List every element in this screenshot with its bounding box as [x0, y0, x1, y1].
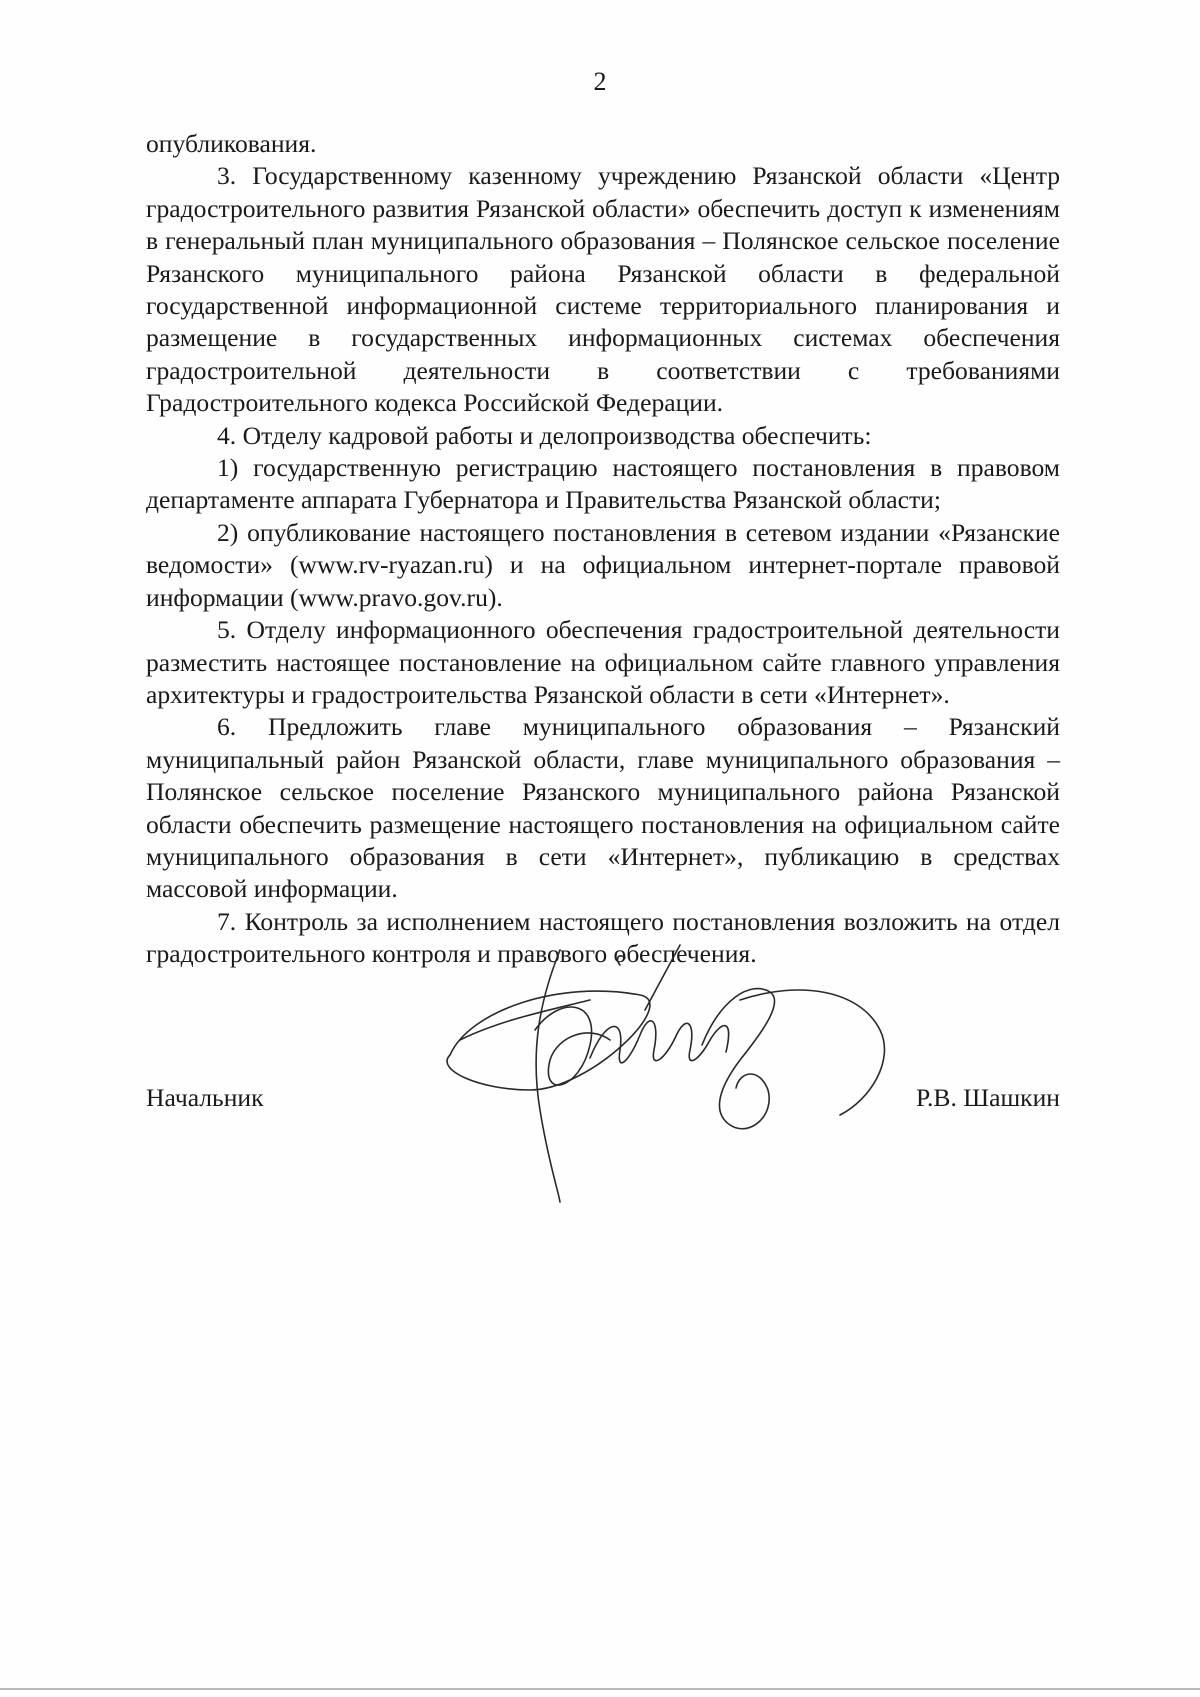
signatory-name: Р.В. Шашкин — [915, 1083, 1060, 1112]
page-number: 2 — [593, 67, 607, 96]
paragraph-item-4-1: 1) государственную регистрацию настоящего постановления в правовом департаменте аппарата Губернатора и Правительства Рязанской области; — [146, 453, 1060, 515]
paragraph-item-3: 3. Государственному казенному учреждению Рязанской области «Центр градостроительного развития Рязанской области» обеспечить доступ к изменениям в генеральный план муниципального образования – Полянское сельское поселение Рязанского муниципального района Рязанской области в федеральной государственной информационной системе территориального планирования и размещение в государственных информационных системах обеспечения градостроительной деятельности в соответствии с требованиями Градостроительного кодекса Российской Федерации. — [146, 161, 1060, 418]
paragraph-item-7: 7. Контроль за исполнением настоящего постановления возложить на отдел градостроительного контроля и правового обеспечения. — [146, 906, 1060, 969]
paragraph-item-4-2: 2) опубликование настоящего постановления в сетевом издании «Рязанские ведомости» (www.rv-ryazan.ru) и на официальном интернет-портале правовой информации (www.pravo.gov.ru). — [146, 517, 1060, 612]
page-bottom-edge — [0, 1688, 1200, 1690]
paragraph-item-4: 4. Отделу кадровой работы и делопроизводства обеспечить: — [217, 420, 872, 450]
handwritten-signature — [440, 940, 920, 1210]
paragraph-continuation: опубликования. — [146, 129, 317, 158]
document-body — [146, 128, 1060, 971]
paragraph-item-6: 6. Предложить главе муниципального образования – Рязанский муниципальный район Рязанской области, главе муниципального образования – Полянское сельское поселение Рязанского муниципального района Рязанской области обеспечить размещение настоящего постановления на официальном сайте муниципального образования в сети «Интернет», публикацию в средствах массовой информации. — [146, 712, 1060, 904]
signatory-title: Начальник — [146, 1083, 264, 1112]
paragraph-item-5: 5. Отделу информационного обеспечения градостроительной деятельности разместить настоящее постановление на официальном сайте главного управления архитектуры и градостроительства Рязанской области в сети «Интернет». — [146, 615, 1060, 709]
